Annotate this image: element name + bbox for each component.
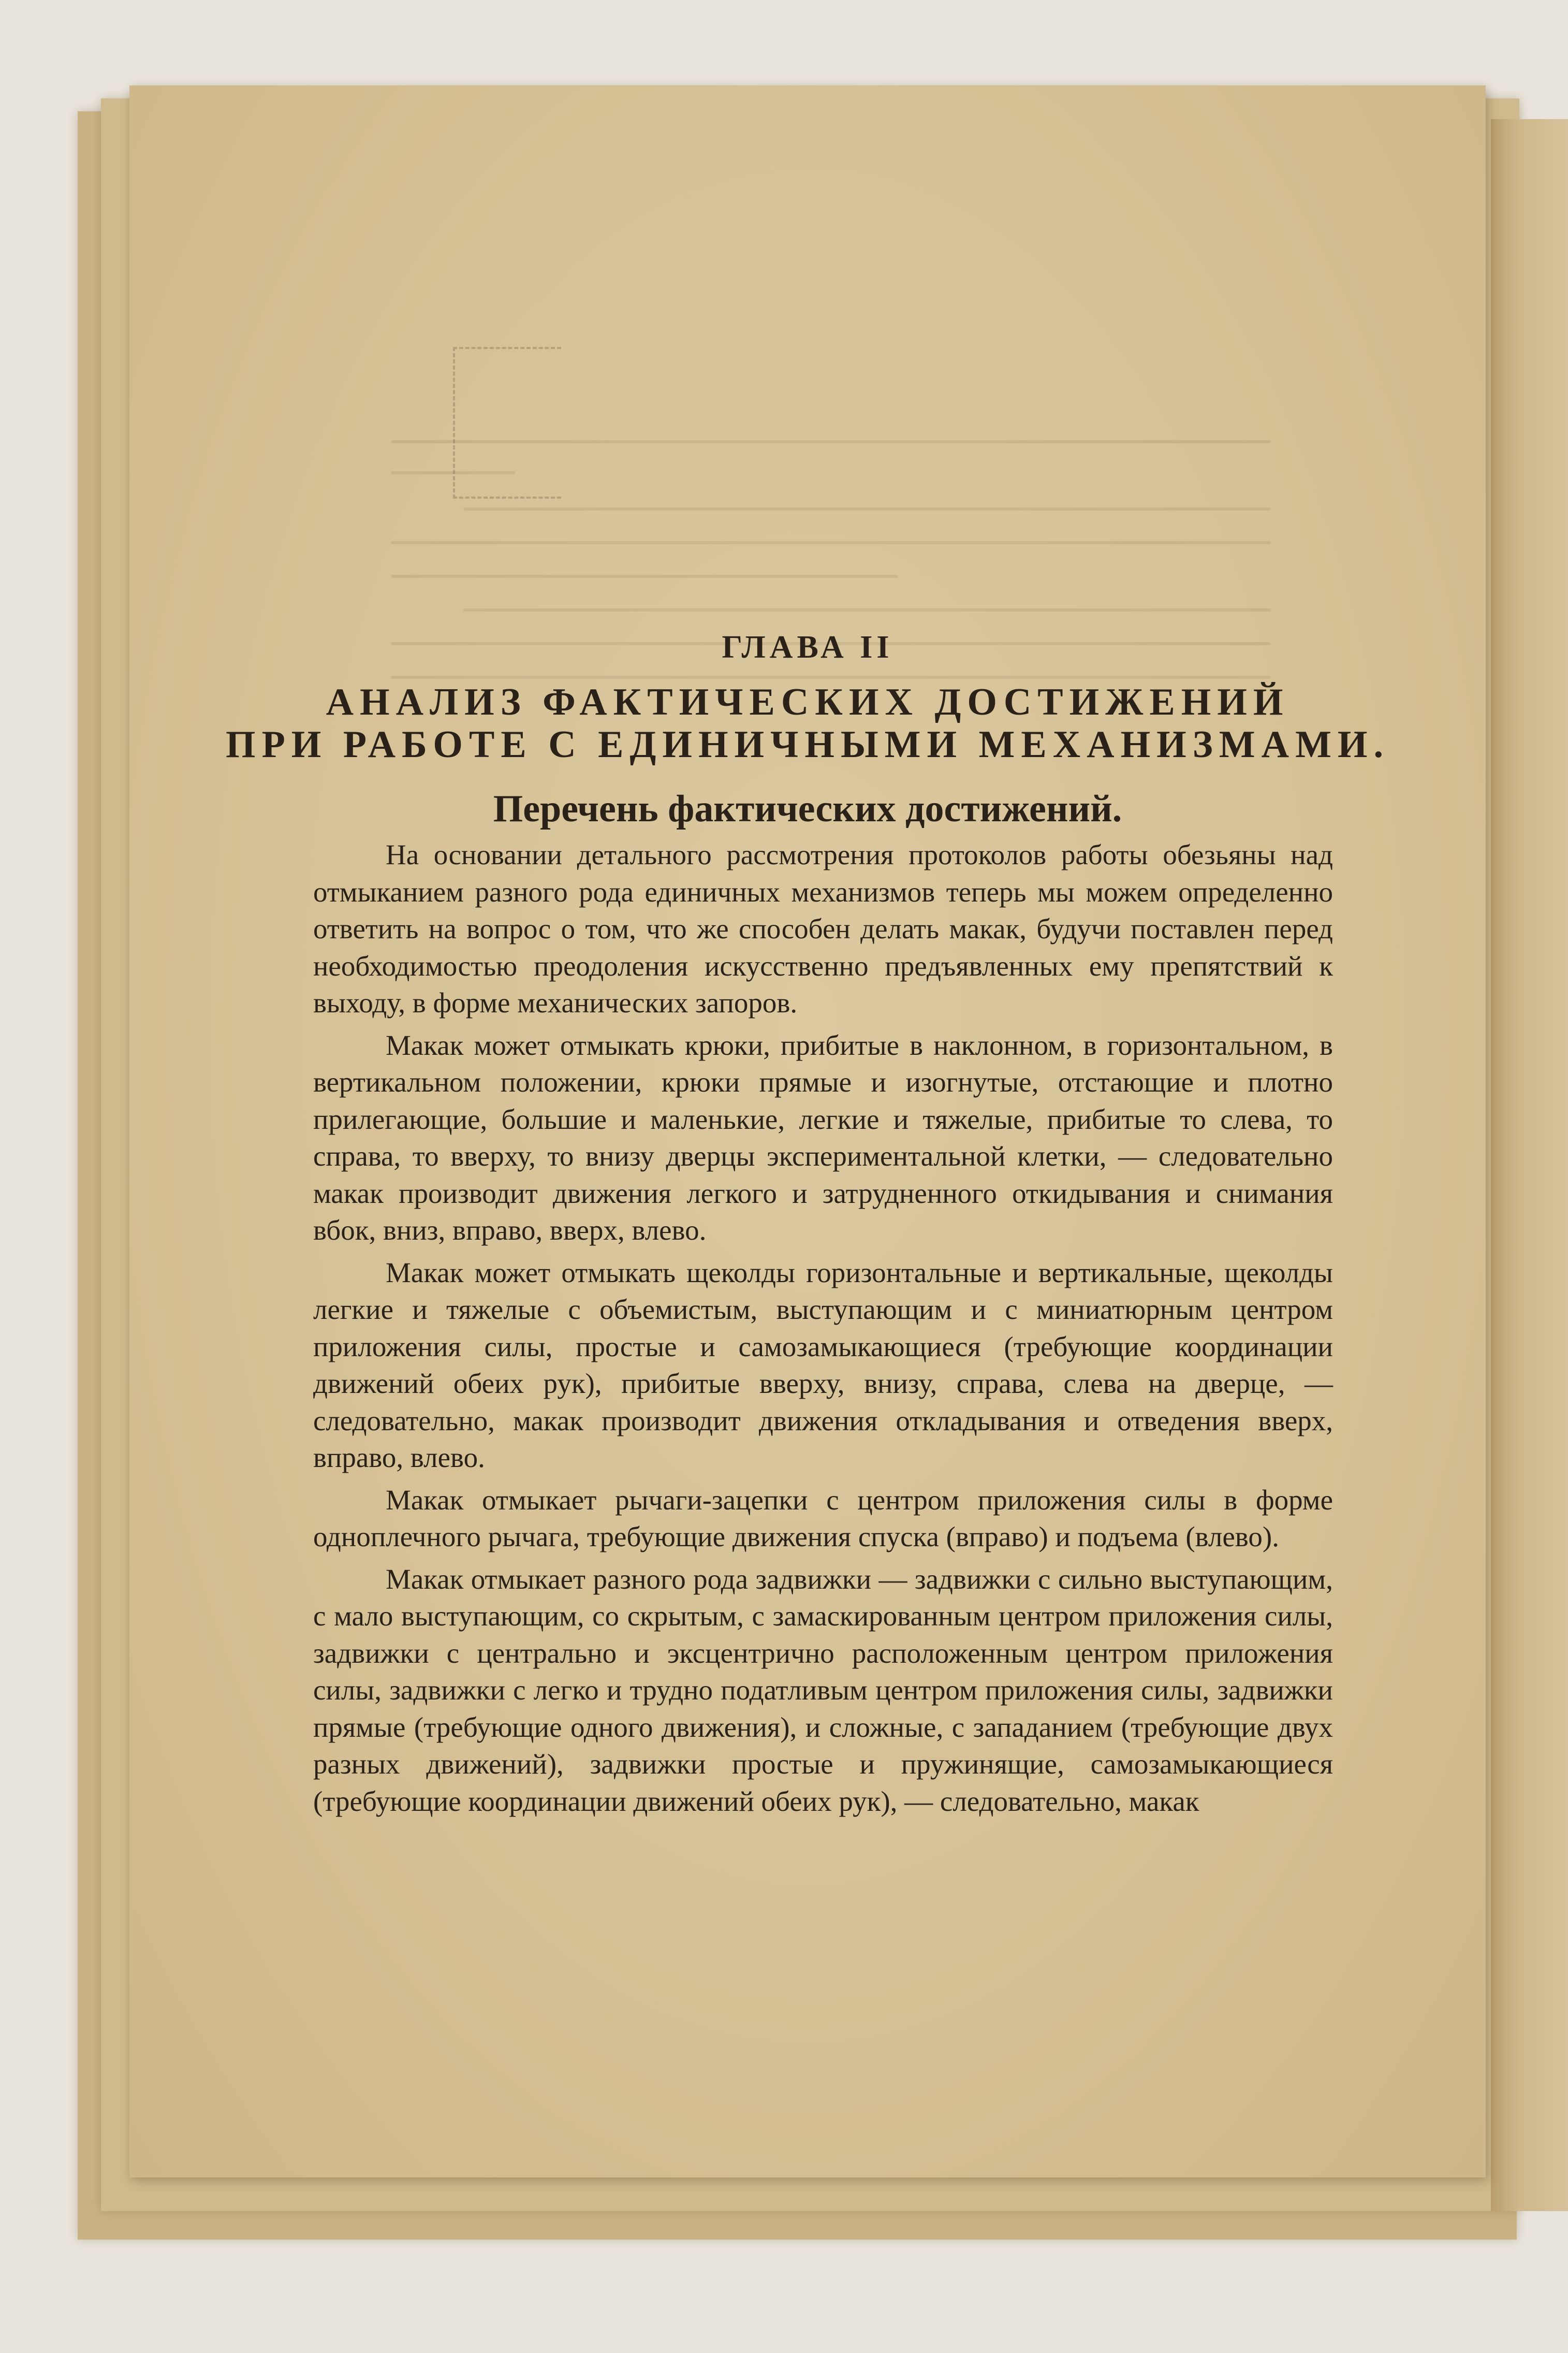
chapter-title-line: ПРИ РАБОТЕ С ЕДИНИЧНЫМИ МЕХАНИЗМАМИ. [226,723,1389,766]
section-subtitle: Перечень фактических достижений. [493,788,1122,830]
chapter-heading: ГЛАВА II [722,630,893,665]
paragraph: Макак отмыкает разного рода задвижки — задвижки с сильно выступающим, с мало выступающим, со скрытым, с замаскированным центром приложения силы, задвижки с центрально и эксцентрично расположенным центром приложения силы, задвижки с легко и трудно податливым центром приложения силы, задвижки прямые (требующие одного движения), и сложные, с западанием (требующие двух разных движений), задвижки простые и пружинящие, самозамыкающиеся (требующие координации движений обеих рук), — следовательно, макак [313,1563,1333,1817]
chapter-title-line: АНАЛИЗ ФАКТИЧЕСКИХ ДОСТИЖЕНИЙ [326,681,1289,723]
bleed-through-stamp [453,347,561,499]
chapter-title [129,681,1486,766]
paragraph: Макак может отмыкать крюки, прибитые в наклонном, в горизонтальном, в вертикальном положении, крюки прямые и изогнутые, отстающие и плотно прилегающие, большие и маленькие, легкие и тяжелые, прибитые то слева, то справа, то вверху, то внизу дверцы экспериментальной клетки, — следовательно макак производит движения легкого и затрудненного откидывания и снимания вбок, вниз, вправо, вверх, влево. [313,1029,1333,1246]
body-text [313,836,1333,1825]
paragraph: Макак отмыкает рычаги-зацепки с центром приложения силы в форме одноплечного рычага, требующие движения спуска (вправо) и подъема (влево). [313,1484,1333,1552]
document-page [129,85,1486,2177]
paragraph: Макак может отмыкать щеколды горизонтальные и вертикальные, щеколды легкие и тяжелые с объемистым, выступающим и с миниатюрным центром приложения силы, простые и самозамыкающиеся (требующие координации движений обеих рук), прибитые вверху, внизу, справа, слева на дверце, — следовательно, макак производит движения откладывания и отведения вверх, вправо, влево. [313,1256,1333,1473]
adjacent-page-edge [1491,119,1568,2211]
paragraph: На основании детального рассмотрения протоколов работы обезьяны над отмыканием разного рода единичных механизмов теперь мы можем определенно ответить на вопрос о том, что же способен делать макак, будучи поставлен перед необходимостью преодоления искусственно предъявленных ему препятствий к выходу, в форме механических запоров. [313,839,1333,1019]
